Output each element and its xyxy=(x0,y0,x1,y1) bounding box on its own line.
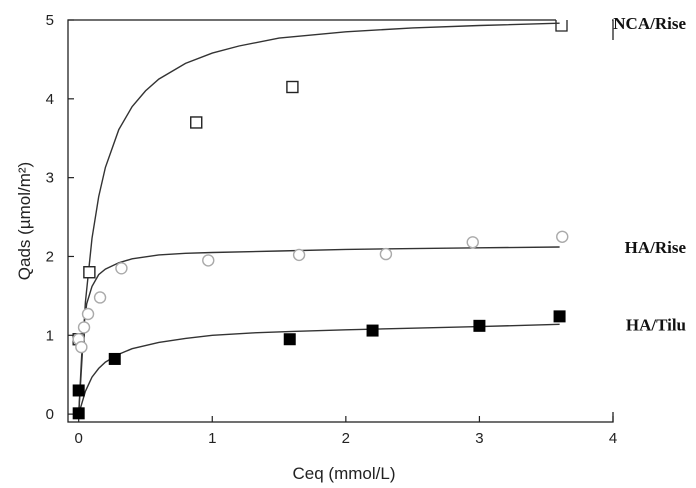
data-point xyxy=(191,117,202,128)
data-point xyxy=(116,263,127,274)
data-point xyxy=(287,82,298,93)
y-tick-label: 0 xyxy=(45,406,54,424)
data-point xyxy=(76,342,87,353)
y-tick-label: 1 xyxy=(45,327,54,345)
series-label: HA/Tilu xyxy=(625,315,686,335)
series-labels xyxy=(613,14,686,334)
plot-frame xyxy=(68,20,613,422)
data-point xyxy=(467,237,478,248)
y-tick-label: 4 xyxy=(45,90,54,108)
y-axis-title: Qads (µmol/m²) xyxy=(15,161,34,281)
fit-curve xyxy=(79,324,560,414)
frame-cap xyxy=(556,20,567,31)
data-point xyxy=(84,267,95,278)
data-point xyxy=(95,292,106,303)
data-point xyxy=(83,309,94,320)
x-axis xyxy=(75,416,618,447)
fit-curves xyxy=(79,23,560,414)
x-tick-label: 1 xyxy=(208,430,217,447)
data-point xyxy=(73,408,84,419)
data-point xyxy=(73,385,84,396)
data-point xyxy=(294,249,305,260)
x-tick-label: 4 xyxy=(608,430,618,447)
x-tick-label: 3 xyxy=(475,430,484,447)
data-point xyxy=(367,325,378,336)
y-axis xyxy=(46,12,74,423)
data-point xyxy=(203,255,214,266)
data-point xyxy=(79,322,90,333)
y-tick-label: 2 xyxy=(45,248,54,266)
data-point xyxy=(380,249,391,260)
y-tick-label: 5 xyxy=(45,12,54,29)
x-tick-label: 0 xyxy=(74,430,83,447)
x-tick-label: 2 xyxy=(341,430,351,447)
y-tick-label: 3 xyxy=(45,169,54,187)
data-point xyxy=(109,353,120,364)
data-point xyxy=(284,334,295,345)
series-label: NCA/Rise xyxy=(613,14,686,34)
data-point xyxy=(557,231,568,242)
series-label: HA/Rise xyxy=(624,238,686,258)
data-point xyxy=(474,320,485,331)
fit-curve xyxy=(79,23,560,414)
frame-cap-notch xyxy=(556,20,567,31)
x-axis-title: Ceq (mmol/L) xyxy=(292,464,396,483)
data-point xyxy=(554,311,565,322)
